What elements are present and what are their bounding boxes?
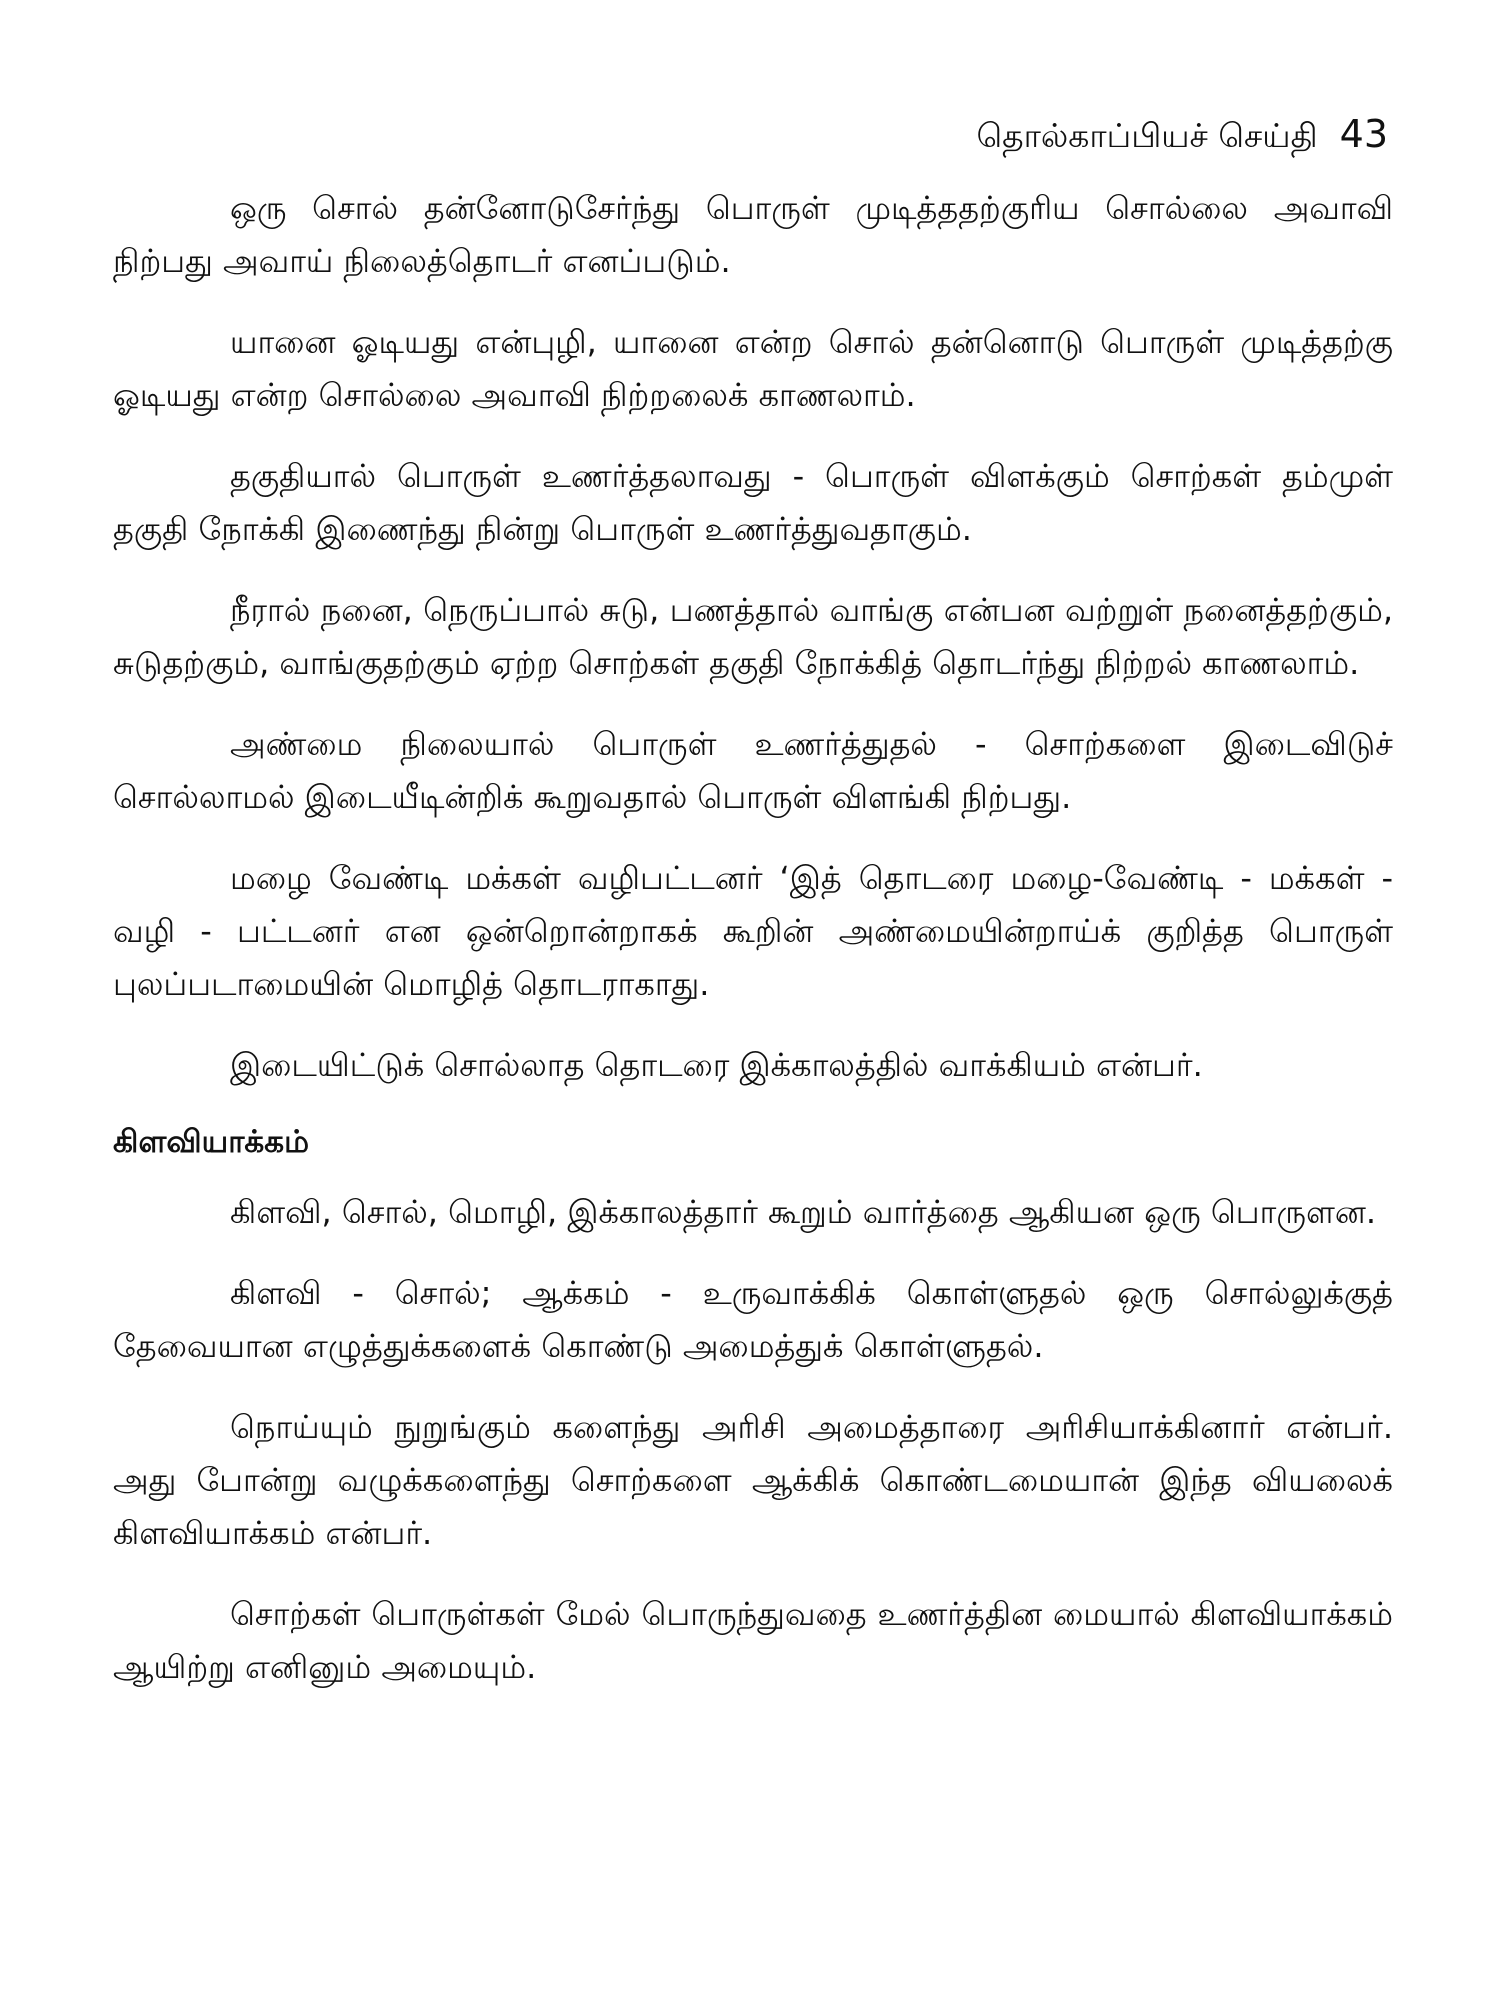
running-title: தொல்காப்பியச் செய்தி (976, 116, 1318, 155)
section-paragraph-4: சொற்கள் பொருள்கள் மேல் பொருந்துவதை உணர்த்தின மையால் கிளவியாக்கம் ஆயிற்று எனினும் அமையும். (113, 1595, 1393, 1686)
page-number: 43 (1339, 112, 1388, 156)
paragraph-6: மழை வேண்டி மக்கள் வழிபட்டனர் ‘இத் தொடரை மழை-வேண்டி - மக்கள் - வழி - பட்டனர் என ஒன்றொன்றாகக் கூறின் அண்மையின்றாய்க் குறித்த பொருள் புலப்படாமையின் மொழித் தொடராகாது. (113, 859, 1393, 1003)
section-heading: கிளவியாக்கம் (113, 1124, 310, 1160)
paragraph-2: யானை ஓடியது என்புழி, யானை என்ற சொல் தன்னொடு பொருள் முடித்தற்கு ஓடியது என்ற சொல்லை அவாவி நிற்றலைக் காணலாம். (113, 323, 1393, 414)
paragraph-1: ஒரு சொல் தன்னோடுசேர்ந்து பொருள் முடித்ததற்குரிய சொல்லை அவாவி நிற்பது அவாய் நிலைத்தொடர் எனப்படும். (113, 189, 1393, 280)
paragraph-5: அண்மை நிலையால் பொருள் உணர்த்துதல் - சொற்களை இடைவிடுச் சொல்லாமல் இடையீடின்றிக் கூறுவதால் பொருள் விளங்கி நிற்பது. (113, 725, 1393, 816)
running-header (976, 112, 1388, 160)
page-body (113, 182, 1393, 1722)
section-paragraph-3: நொய்யும் நுறுங்கும் களைந்து அரிசி அமைத்தாரை அரிசியாக்கினார் என்பர். அது போன்று வழுக்களைந்து சொற்களை ஆக்கிக் கொண்டமையான் இந்த வியலைக் கிளவியாக்கம் என்பர். (113, 1408, 1393, 1552)
paragraph-7: இடையிட்டுக் சொல்லாத தொடரை இக்காலத்தில் வாக்கியம் என்பர். (230, 1046, 1203, 1084)
paragraph-4: நீரால் நனை, நெருப்பால் சுடு, பணத்தால் வாங்கு என்பன வற்றுள் நனைத்தற்கும், சுடுதற்கும், வாங்குதற்கும் ஏற்ற சொற்கள் தகுதி நோக்கித் தொடர்ந்து நிற்றல் காணலாம். (113, 591, 1393, 682)
section-paragraph-1: கிளவி, சொல், மொழி, இக்காலத்தார் கூறும் வார்த்தை ஆகியன ஒரு பொருளன. (230, 1193, 1377, 1231)
paragraph-3: தகுதியால் பொருள் உணர்த்தலாவது - பொருள் விளக்கும் சொற்கள் தம்முள் தகுதி நோக்கி இணைந்து நின்று பொருள் உணர்த்துவதாகும். (113, 457, 1393, 548)
section-paragraph-2: கிளவி - சொல்; ஆக்கம் - உருவாக்கிக் கொள்ளுதல் ஒரு சொல்லுக்குத் தேவையான எழுத்துக்களைக் கொண்டு அமைத்துக் கொள்ளுதல். (113, 1274, 1393, 1365)
